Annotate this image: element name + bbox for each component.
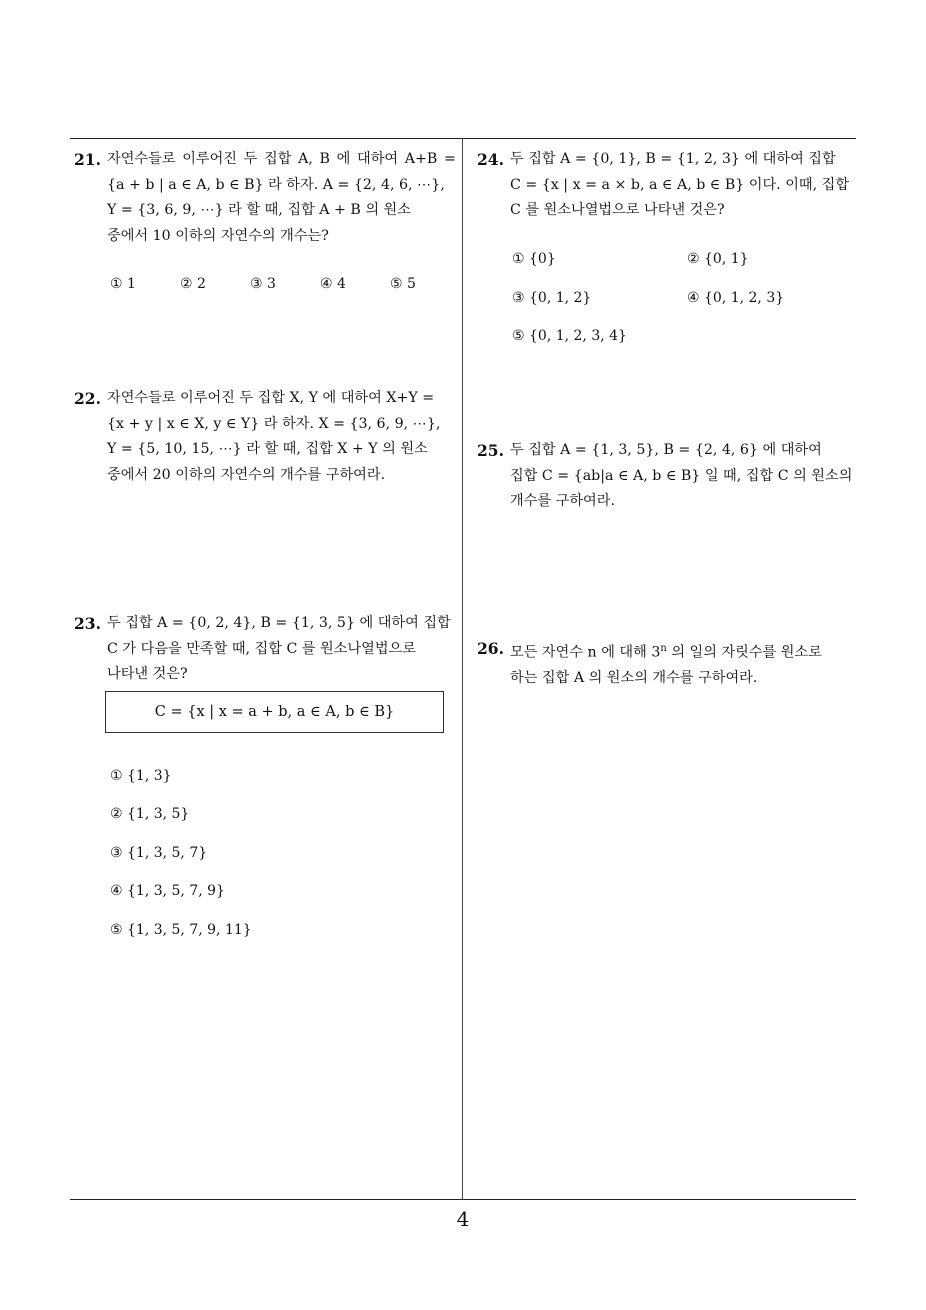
word: 대하여	[357, 151, 399, 167]
choice-option[interactable]: ⑤ 5	[390, 276, 416, 292]
word: =	[444, 151, 456, 167]
choice-option[interactable]: ① {1, 3}	[110, 768, 172, 784]
question-text-line: 두 집합 A = {0, 2, 4}, B = {1, 3, 5} 에 대하여 집합	[107, 615, 451, 631]
question-text-line: 중에서 20 이하의 자연수의 개수를 구하여라.	[107, 466, 386, 483]
question-text-line: 두 집합 A = {0, 1}, B = {1, 2, 3} 에 대하여 집합	[510, 151, 836, 167]
question-text-line: C 를 원소나열법으로 나타낸 것은?	[510, 202, 725, 218]
question-24	[477, 147, 861, 224]
choice-option[interactable]: ④ {1, 3, 5, 7, 9}	[110, 883, 225, 899]
word: A,	[298, 151, 313, 167]
question-text-line: 개수를 구하여라.	[510, 493, 615, 509]
question-text-line: {a + b | a ∈ A, b ∈ B} 라 하자. A = {2, 4, 6, ⋯},	[107, 176, 445, 193]
question-text-line: Y = {5, 10, 15, ⋯} 라 할 때, 집합 X + Y 의 원소	[107, 441, 428, 457]
condition-box: C = {x | x = a + b, a ∈ A, b ∈ B}	[105, 691, 444, 733]
question-number: 23.	[74, 614, 101, 633]
choice-option[interactable]: ③ 3	[250, 276, 276, 292]
question-text-line: C 가 다음을 만족할 때, 집합 C 를 원소나열법으로	[107, 640, 416, 657]
question-text-line: Y = {3, 6, 9, ⋯} 라 할 때, 집합 A + B 의 원소	[107, 202, 411, 218]
question-text-line: 나타낸 것은?	[107, 666, 188, 682]
top-rule	[70, 138, 856, 139]
word: 에	[336, 151, 351, 167]
question-text-line	[510, 636, 861, 666]
column-divider	[462, 139, 463, 1199]
question-26	[477, 636, 861, 692]
choice-option[interactable]: ⑤ {0, 1, 2, 3, 4}	[512, 328, 627, 344]
choice-option[interactable]: ③ {0, 1, 2}	[512, 290, 592, 306]
question-number: 25.	[477, 441, 504, 460]
word: 집합	[264, 151, 292, 167]
question-text-line: 두 집합 A = {1, 3, 5}, B = {2, 4, 6} 에 대하여	[510, 442, 822, 458]
word: 자연수들로	[107, 151, 176, 167]
question-text-line	[107, 147, 456, 173]
choice-option[interactable]: ① 1	[110, 276, 136, 292]
word: B	[319, 151, 330, 167]
text-fragment: 모든 자연수 n 에 대해 3	[510, 644, 661, 661]
page-number: 4	[456, 1207, 470, 1231]
question-text-line: C = {x | x = a × b, a ∈ A, b ∈ B} 이다. 이때, 집합	[510, 176, 850, 193]
question-text-line: 집합 C = {ab|a ∈ A, b ∈ B} 일 때, 집합 C 의 원소의	[510, 467, 853, 484]
choice-option[interactable]: ② {0, 1}	[687, 251, 749, 267]
question-number: 26.	[477, 639, 504, 658]
word: 두	[243, 151, 258, 167]
choice-option[interactable]: ⑤ {1, 3, 5, 7, 9, 11}	[110, 922, 252, 938]
exponent: n	[660, 643, 667, 654]
question-number: 21.	[74, 150, 101, 169]
text-fragment: 의 일의 자릿수를 원소로	[666, 644, 822, 661]
question-number: 24.	[477, 150, 504, 169]
choice-option[interactable]: ④ 4	[320, 276, 346, 292]
question-22	[74, 386, 456, 488]
question-text-line: 중에서 10 이하의 자연수의 개수는?	[107, 227, 329, 244]
bottom-rule	[70, 1199, 856, 1200]
choice-option[interactable]: ② {1, 3, 5}	[110, 806, 190, 822]
choice-option[interactable]: ③ {1, 3, 5, 7}	[110, 845, 208, 861]
choice-option[interactable]: ① {0}	[512, 251, 556, 267]
word: A+B	[404, 151, 438, 167]
question-23	[74, 611, 456, 688]
choice-option[interactable]: ② 2	[180, 276, 206, 292]
question-21	[74, 147, 456, 249]
question-number: 22.	[74, 389, 101, 408]
choice-option[interactable]: ④ {0, 1, 2, 3}	[687, 290, 785, 306]
question-25	[477, 438, 861, 515]
question-text-line: {x + y | x ∈ X, y ∈ Y} 라 하자. X = {3, 6, 9, ⋯},	[107, 415, 441, 432]
question-text-line: 하는 집합 A 의 원소의 개수를 구하여라.	[510, 670, 758, 687]
question-text-line: 자연수들로 이루어진 두 집합 X, Y 에 대하여 X+Y =	[107, 390, 435, 406]
word: 이루어진	[182, 151, 238, 167]
